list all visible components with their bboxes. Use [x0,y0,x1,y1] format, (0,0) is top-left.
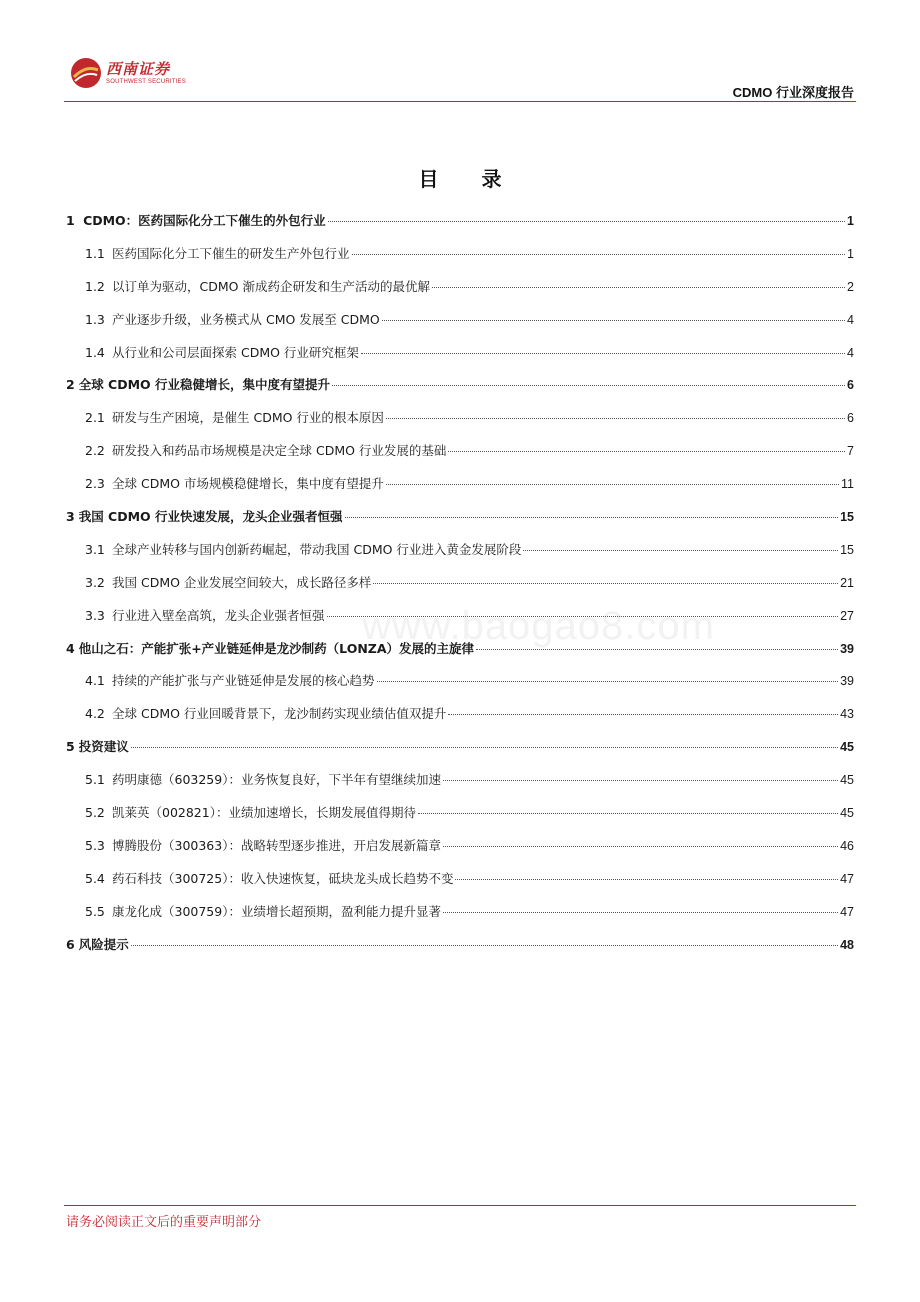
company-logo [70,57,186,89]
toc-entry-label: 凯莱英（002821）：业绩加速增长，长期发展值得期待 [112,805,416,821]
toc-section-entry[interactable] [66,474,854,507]
toc-page-number: 45 [840,806,854,821]
toc-leader-dots [377,681,839,682]
toc-entry-label: 全球 CDMO 行业稳健增长，集中度有望提升 [78,377,331,393]
toc-page-number: 46 [840,838,854,853]
toc-entry-label: 全球 CDMO 市场规模稳健增长，集中度有望提升 [112,476,384,492]
toc-chapter-entry[interactable] [66,935,854,968]
toc-leader-dots [352,254,846,255]
toc-entry-label: 行业进入壁垒高筑，龙头企业强者恒强 [112,607,325,623]
toc-page-number: 1 [847,214,854,228]
toc-section-entry[interactable] [66,277,854,310]
toc-chapter-entry[interactable] [66,507,854,540]
toc-leader-dots [332,385,845,386]
toc-entry-number: 2.1 [85,410,105,426]
toc-entry-number: 4.1 [85,673,105,689]
toc-section-entry[interactable] [66,902,854,935]
toc-entry-label: 全球产业转移与国内创新药崛起，带动我国 CDMO 行业进入黄金发展阶段 [112,541,522,557]
toc-leader-dots [443,846,838,847]
toc-entry-number: 5.4 [85,870,105,886]
toc-entry-number: 5.5 [85,903,105,919]
toc-page-number: 7 [847,444,854,459]
toc-leader-dots [386,418,845,419]
toc-leader-dots [382,320,845,321]
toc-entry-label: 投资建议 [78,739,129,755]
toc-entry-number: 3.1 [85,541,105,557]
toc-leader-dots [448,714,838,715]
toc-section-entry[interactable] [66,244,854,277]
toc-entry-label: 持续的产能扩张与产业链延伸是发展的核心趋势 [112,673,375,689]
toc-page-number: 47 [840,871,854,886]
header-divider [64,101,856,102]
toc-entry-label: 风险提示 [78,936,129,952]
toc-leader-dots [345,517,839,518]
toc-entry-label: 产业逐步升级，业务模式从 CMO 发展至 CDMO [112,311,380,327]
toc-page-number: 4 [847,345,854,360]
toc-entry-number: 3.3 [85,607,105,623]
toc-page-number: 11 [841,477,854,492]
logo-emblem-icon [70,57,102,89]
toc-page-number: 2 [847,279,854,294]
toc-page-number: 21 [840,575,854,590]
toc-leader-dots [131,945,838,946]
toc-page-number: 1 [847,246,854,261]
report-title: CDMO 行业深度报告 [732,85,854,100]
toc-entry-label: CDMO：医药国际化分工下催生的外包行业 [83,213,326,228]
toc-leader-dots [373,583,838,584]
toc-page-number: 39 [840,674,854,689]
toc-entry-number: 2.3 [85,476,105,492]
toc-entry-label: 药明康德（603259）：业务恢复良好，下半年有望继续加速 [112,772,441,788]
toc-leader-dots [432,287,845,288]
toc-page-number: 4 [847,312,854,327]
toc-entry-number: 5 [66,739,75,755]
toc-entry-label: 研发与生产困境，是催生 CDMO 行业的根本原因 [112,410,384,426]
toc-section-entry[interactable] [66,573,854,606]
logo-english-name: SOUTHWEST SECURITIES [106,79,186,85]
toc-leader-dots [455,879,838,880]
toc-chapter-entry[interactable] [66,737,854,770]
table-of-contents [66,211,854,967]
toc-heading: 目 录 [418,167,520,191]
toc-leader-dots [443,780,838,781]
logo-chinese-name: 西南证券 [106,60,171,78]
toc-section-entry[interactable] [66,869,854,902]
footer-disclaimer: 请务必阅读正文后的重要声明部分 [66,1215,262,1230]
toc-section-entry[interactable] [66,343,854,376]
toc-entry-label: 博腾股份（300363）：战略转型逐步推进，开启发展新篇章 [112,837,441,853]
toc-section-entry[interactable] [66,704,854,737]
toc-page-number: 47 [840,904,854,919]
toc-entry-number: 4.2 [85,706,105,722]
toc-section-entry[interactable] [66,770,854,803]
toc-entry-number: 3 [66,509,75,525]
toc-entry-number: 2.2 [85,443,105,459]
toc-leader-dots [328,221,845,222]
toc-entry-number: 5.1 [85,772,105,788]
toc-leader-dots [131,747,838,748]
toc-entry-label: 研发投入和药品市场规模是决定全球 CDMO 行业发展的基础 [112,443,447,459]
toc-chapter-entry[interactable] [66,375,854,408]
toc-entry-number: 6 [66,936,75,952]
toc-entry-label: 以订单为驱动，CDMO 渐成药企研发和生产活动的最优解 [112,278,430,294]
toc-leader-dots [443,912,838,913]
toc-leader-dots [523,550,838,551]
toc-section-entry[interactable] [66,836,854,869]
toc-entry-label: 医药国际化分工下催生的研发生产外包行业 [112,245,350,261]
toc-entry-number: 1.2 [85,278,105,294]
toc-page-number: 27 [840,608,854,623]
toc-entry-number: 2 [66,377,75,393]
toc-page-number: 6 [847,411,854,426]
toc-section-entry[interactable] [66,408,854,441]
toc-page-number: 48 [840,937,854,952]
toc-entry-number: 1.3 [85,311,105,327]
toc-leader-dots [448,451,845,452]
toc-chapter-entry[interactable] [66,211,854,244]
toc-entry-label: 从行业和公司层面探索 CDMO 行业研究框架 [112,344,359,360]
toc-entry-number: 1.4 [85,344,105,360]
toc-leader-dots [418,813,838,814]
toc-entry-label: 康龙化成（300759）：业绩增长超预期，盈利能力提升显著 [112,903,441,919]
toc-page-number: 45 [840,773,854,788]
toc-section-entry[interactable] [66,671,854,704]
toc-entry-number: 1 [66,213,80,228]
toc-entry-label: 我国 CDMO 行业快速发展，龙头企业强者恒强 [78,509,343,525]
toc-entry-number: 5.2 [85,805,105,821]
toc-entry-label: 他山之石：产能扩张+产业链延伸是龙沙制药（LONZA）发展的主旋律 [78,640,475,656]
watermark: www.baogao8.com [362,604,715,648]
toc-leader-dots [386,484,839,485]
toc-entry-number: 3.2 [85,574,105,590]
toc-page-number: 43 [840,707,854,722]
toc-section-entry[interactable] [66,310,854,343]
footer-divider [64,1205,856,1206]
toc-section-entry[interactable] [66,441,854,474]
toc-page-number: 39 [840,641,854,656]
toc-page-number: 6 [847,378,854,393]
toc-entry-number: 1.1 [85,245,105,261]
toc-leader-dots [361,353,845,354]
toc-entry-label: 我国 CDMO 企业发展空间较大，成长路径多样 [112,574,372,590]
toc-page-number: 15 [840,510,854,525]
toc-section-entry[interactable] [66,803,854,836]
toc-section-entry[interactable] [66,540,854,573]
toc-entry-number: 5.3 [85,837,105,853]
toc-page-number: 45 [840,740,854,755]
toc-entry-label: 药石科技（300725）：收入快速恢复，砥块龙头成长趋势不变 [112,870,454,886]
toc-page-number: 15 [840,542,854,557]
toc-entry-number: 4 [66,640,75,656]
toc-entry-label: 全球 CDMO 行业回暖背景下，龙沙制药实现业绩估值双提升 [112,706,447,722]
